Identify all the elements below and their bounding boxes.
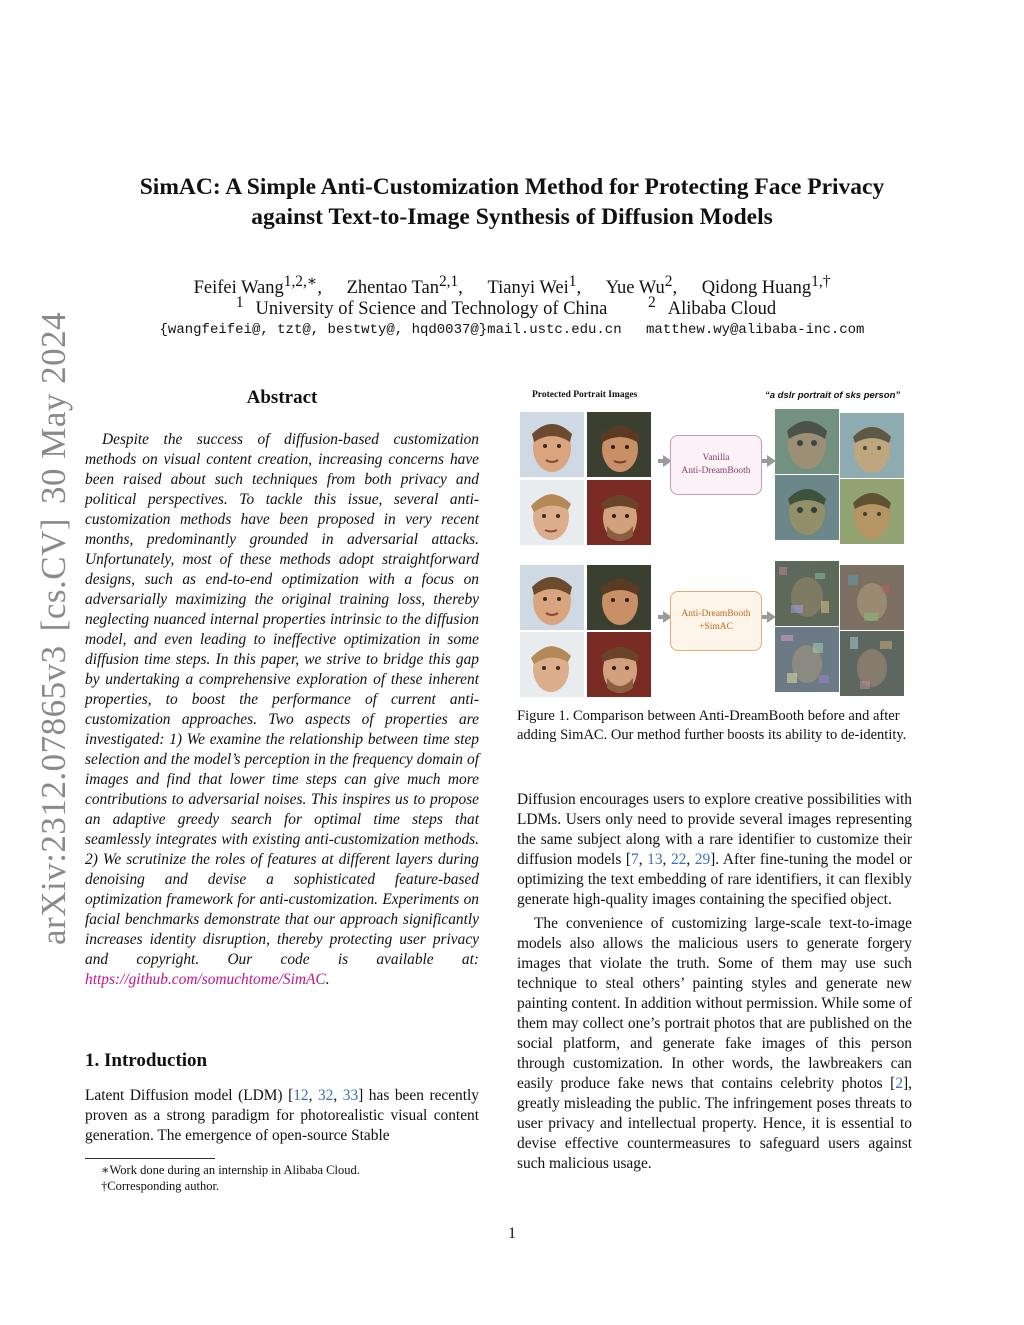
paragraph: Diffusion encourages users to explore creative possibilities with LDMs. Users only need to provide several images representing the same subject along with a rare identifier to customize their diffusion models [7, 13, 22, 29]. After fine-tuning the model or optimizing the text embedding of rare identifiers, it can flexibly generate high-quality images containing the specified object. [517,791,913,908]
generated-image [840,631,904,696]
generated-image [775,627,839,692]
emails [60,322,964,338]
citation[interactable]: 7 [631,851,639,868]
arxiv-stamp [32,311,76,945]
footnote-rule [85,1158,215,1159]
email-alibaba[interactable]: matthew.wy@alibaba-inc.com [646,322,865,338]
footnote: ∗Work done during an internship in Alibaba Cloud. [101,1163,360,1177]
paper-title [60,172,964,232]
author: Yue Wu$^2$, [605,273,678,299]
paragraph: The convenience of customizing large-scale text-to-image models also allows the malicious users to generate forgery images that violate the truth. Some of them may use such technique to steal others’ painting styles and generate new painting content. In addition without permission. While some of them may collect one’s portrait photos that are published on the social platform, and generate fake images of this person through customization. In other words, the lawbreakers can easily produce fake news that contains celebrity photos [2], greatly misleading the public. The infringement poses threats to user privacy and intellectual property. Hence, it is essential to devise effective countermeasures to safeguard users against such malicious usage. [517,915,912,1172]
citation[interactable]: 2 [895,1075,904,1092]
generated-image [775,409,839,474]
generated-image [775,475,839,540]
portrait-image [587,565,651,630]
author: Qidong Huang$^{1,\dagger}$ [701,273,831,299]
portrait-image [587,632,651,697]
title-line-2: against Text-to-Image Synthesis of Diffusion Models [251,204,773,230]
portrait-image [520,480,584,545]
portrait-image [520,632,584,697]
citation[interactable]: 22 [670,851,687,868]
arxiv-id: arXiv:2312.07865v3 [34,645,73,945]
vanilla-anti-dreambooth-box: Vanilla Anti-DreamBooth [670,435,762,495]
citation[interactable]: 32 [317,1087,334,1104]
affiliations [60,294,964,320]
author: Zhentao Tan$^{2,1}$, [346,273,463,299]
abstract-heading: Abstract [246,387,318,408]
generated-image [840,413,904,478]
author: Feifei Wang$^{1,2,∗}$, [193,273,322,299]
generated-image [840,479,904,544]
intro-paragraph: Latent Diffusion model (LDM) [12, 32, 33] has been recently proven as a strong paradigm for photorealistic visual content generation. The emergence of open-source Stable [85,1087,480,1144]
citation[interactable]: 12 [293,1087,309,1104]
right-column-text [517,790,912,1174]
section-heading-introduction: 1. Introduction [85,1050,208,1071]
title-line-1: SimAC: A Simple Anti-Customization Method for Protecting Face Privacy [139,174,885,200]
page-number: 1 [508,1225,516,1242]
author: Tianyi Wei$^1$, [487,273,582,299]
simac-box: Anti-DreamBooth +SimAC [670,591,762,651]
portrait-image [587,412,651,477]
generated-image [840,565,904,630]
email-ustc[interactable]: {wangfeifei@, tzt@, bestwty@, hqd0037@}mail.ustc.edu.cn [159,322,622,338]
affiliation: $^1$ University of Science and Technology of China [235,294,608,320]
footnotes [85,1162,479,1194]
code-link[interactable]: https://github.com/somuchtome/SimAC [85,971,326,988]
citation[interactable]: 29 [694,851,711,868]
portrait-image [587,480,651,545]
figure-label-prompt: “a dslr portrait of sks person” [765,390,901,401]
abstract-body: Despite the success of diffusion-based customization methods on visual content creation, increasing concerns have been raised about such techniques from both privacy and political perspectives. To tackle this issue, several anti-customization methods have been proposed in very recent months, predominantly grounded in adversarial attacks. Unfortunately, most of these methods adopt straightforward designs, such as end-to-end optimization with a focus on adversarially maximizing the original training loss, thereby neglecting nuanced internal properties intrinsic to the diffusion model, and even leading to ineffective optimization in some diffusion time steps. In this paper, we strive to bridge this gap by undertaking a comprehensive exploration of these inherent properties, to boost the performance of current anti-customization approaches. Two aspects of properties are investigated: 1) We examine the relationship between time step selection and the model’s perception in the frequency domain of images and find that lower time steps can give much more contributions to adversarial noises. This inspires us to propose an adaptive greedy search for optimal time steps that seamlessly integrates with existing anti-customization methods. 2) We scrutinize the roles of features at different layers during denoising and devise a sophisticated feature-based optimization framework for anti-customization. Experiments on facial benchmarks demonstrate that our approach significantly increases identity disruption, thereby protecting user privacy and copyright. Our code is available at: https://github.com/somuchtome/SimAC. [85,431,479,988]
arxiv-category: [cs.CV] [34,517,73,632]
affiliation: $^2$ Alibaba Cloud [648,294,777,320]
figure-caption: Figure 1. Comparison between Anti-DreamBooth before and after adding SimAC. Our method further boosts its ability to de-identity. [517,708,907,743]
citation[interactable]: 33 [342,1087,359,1104]
figure-label-protected: Protected Portrait Images [532,390,638,400]
portrait-image [520,565,584,630]
generated-image [775,561,839,626]
footnote: †Corresponding author. [101,1179,220,1193]
figure-1 [517,385,914,697]
citation[interactable]: 13 [647,851,663,868]
portrait-image [520,412,584,477]
arxiv-date: 30 May 2024 [34,311,73,504]
